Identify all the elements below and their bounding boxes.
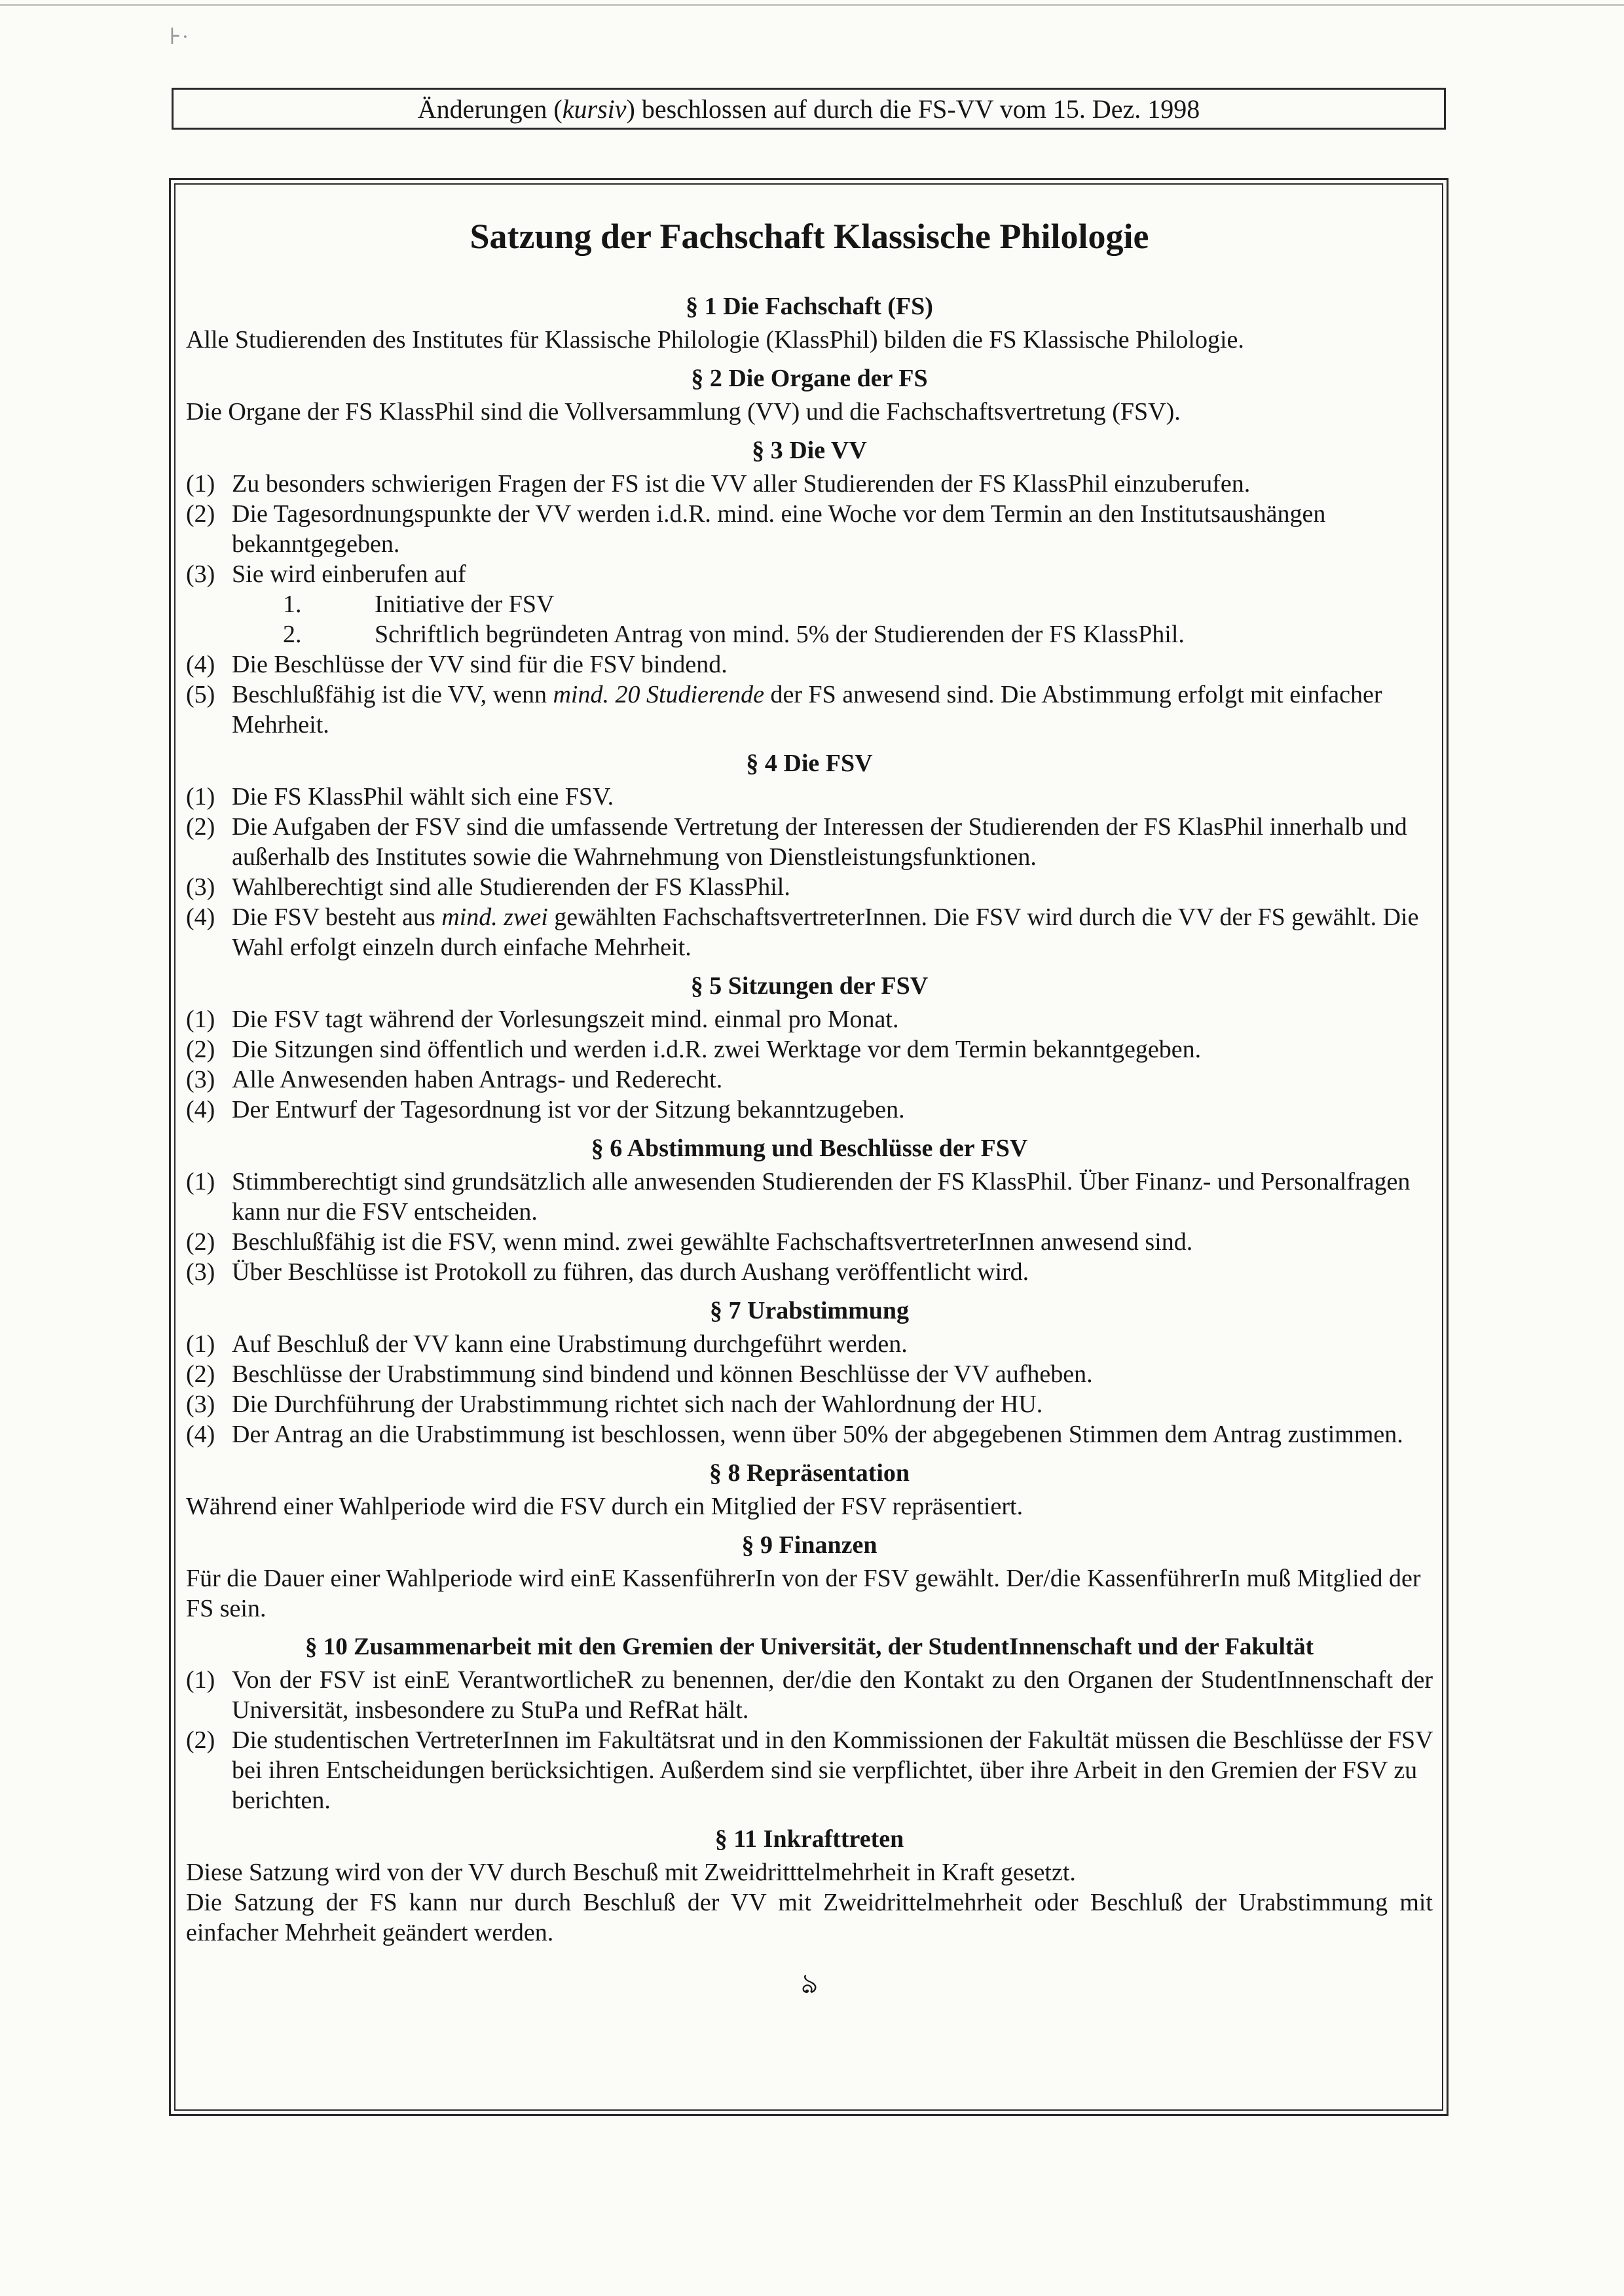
clause-text: Der Antrag an die Urabstimmung ist beschlossen, wenn über 50% der abgegebenen Stimmen dem Antrag zustimmen. bbox=[232, 1421, 1403, 1448]
section-1 bbox=[186, 292, 1433, 355]
clause-list bbox=[186, 1665, 1433, 1815]
scan-top-rule bbox=[0, 4, 1624, 6]
sub-clause-item bbox=[283, 619, 1433, 649]
clause-item bbox=[186, 1725, 1433, 1815]
section-8 bbox=[186, 1459, 1433, 1522]
clause-text: Der Entwurf der Tagesordnung ist vor der Sitzung bekanntzugeben. bbox=[232, 1096, 905, 1123]
clause-text: Stimmberechtigt sind grundsätzlich alle anwesenden Studierenden der FS KlassPhil. Über Finanz- und Personalfragen kann nur die FSV entscheiden. bbox=[232, 1168, 1411, 1226]
clause-text: Sie wird einberufen auf bbox=[232, 560, 466, 588]
clause-text: Zu besonders schwierigen Fragen der FS ist die VV aller Studierenden der FS KlassPhil einzuberufen. bbox=[232, 470, 1251, 498]
clause-text-part: der FS anwesend sind. Die Abstimmung erfolgt mit einfacher Mehrheit. bbox=[232, 681, 1382, 738]
clause-number: (1) bbox=[186, 1330, 215, 1358]
clause-number: (3) bbox=[186, 1391, 215, 1418]
clause-text: Beschlußfähig ist die FSV, wenn mind. zwei gewählte FachschaftsvertreterInnen anwesend sind. bbox=[232, 1228, 1193, 1256]
clause-item bbox=[186, 1257, 1433, 1287]
clause-list bbox=[186, 469, 1433, 589]
clause-item bbox=[186, 1389, 1433, 1419]
section-heading: § 11 Inkrafttreten bbox=[714, 1825, 904, 1853]
clause-number: (2) bbox=[186, 1228, 215, 1256]
clause-text: Die Tagesordnungspunkte der VV werden i.d.R. mind. eine Woche vor dem Termin an den Institutsaushängen bekanntgegeben. bbox=[232, 500, 1326, 558]
clause-item bbox=[186, 559, 1433, 589]
section-text-line: Die Satzung der FS kann nur durch Beschluß der VV mit Zweidrittelmehrheit oder Beschluß der Urabstimmung mit einfacher Mehrheit geändert werden. bbox=[186, 1889, 1433, 1946]
clause-number: (2) bbox=[186, 500, 215, 528]
clause-item bbox=[186, 680, 1433, 740]
document-title: Satzung der Fachschaft Klassische Philologie bbox=[470, 217, 1149, 256]
clause-item bbox=[186, 1359, 1433, 1389]
section-heading: § 1 Die Fachschaft (FS) bbox=[686, 293, 933, 320]
sub-clause-item bbox=[283, 589, 1433, 619]
section-heading: § 8 Repräsentation bbox=[709, 1459, 910, 1487]
section-heading: § 6 Abstimmung und Beschlüsse der FSV bbox=[591, 1135, 1028, 1162]
clause-item bbox=[186, 1004, 1433, 1034]
clause-text: Auf Beschluß der VV kann eine Urabstimung durchgeführt werden. bbox=[232, 1330, 908, 1358]
section-heading: § 4 Die FSV bbox=[746, 750, 873, 777]
clause-number: (1) bbox=[186, 1006, 215, 1033]
clause-item bbox=[186, 782, 1433, 812]
clause-text-part: gewählten FachschaftsvertreterInnen. Die FSV wird durch die VV der FS gewählt. Die Wahl erfolgt einzeln durch einfache Mehrheit. bbox=[232, 903, 1419, 961]
notice-text-after: ) beschlossen auf durch die FS-VV vom 15. Dez. 1998 bbox=[626, 94, 1200, 124]
clause-list bbox=[186, 782, 1433, 962]
clause-number: (2) bbox=[186, 1036, 215, 1063]
clause-item bbox=[186, 649, 1433, 680]
clause-text-part: Beschlußfähig ist die VV, wenn bbox=[232, 681, 553, 708]
clause-number: (2) bbox=[186, 813, 215, 841]
scan-mark: ⊦· bbox=[169, 25, 189, 49]
section-heading: § 3 Die VV bbox=[752, 437, 867, 464]
clause-text: Die Beschlüsse der VV sind für die FSV bindend. bbox=[232, 651, 728, 678]
clause-number: (4) bbox=[186, 1096, 215, 1123]
clause-item bbox=[186, 1419, 1433, 1449]
clause-text bbox=[232, 680, 1433, 740]
amendment-notice bbox=[172, 88, 1446, 130]
section-heading: § 10 Zusammenarbeit mit den Gremien der Universität, der StudentInnenschaft und der Fakultät bbox=[304, 1633, 1314, 1660]
clause-text-part: Die FSV besteht aus bbox=[232, 903, 442, 931]
notice-text-italic: kursiv bbox=[562, 94, 627, 124]
clause-text: Die studentischen VertreterInnen im Fakultätsrat und in den Kommissionen der Fakultät müssen die Beschlüsse der FSV bei ihren Entscheidungen berücksichtigen. Außerdem sind sie verpflichtet, über ihre Arbeit in den Gremien der FSV zu berichten. bbox=[232, 1726, 1433, 1814]
clause-text-italic: mind. zwei bbox=[441, 903, 548, 931]
clause-text: Die FSV tagt während der Vorlesungszeit mind. einmal pro Monat. bbox=[232, 1006, 899, 1033]
section-10 bbox=[186, 1633, 1433, 1815]
sub-clause-list bbox=[186, 589, 1433, 649]
clause-text-italic: mind. 20 Studierende bbox=[553, 681, 765, 708]
clause-item bbox=[186, 902, 1433, 962]
section-4 bbox=[186, 749, 1433, 962]
clause-item bbox=[186, 499, 1433, 559]
end-ornament: ঌ bbox=[801, 1969, 818, 1999]
clause-text: Beschlüsse der Urabstimmung sind bindend und können Beschlüsse der VV aufheben. bbox=[232, 1360, 1093, 1388]
section-heading: § 2 Die Organe der FS bbox=[691, 365, 928, 392]
section-text: Die Organe der FS KlassPhil sind die Vollversammlung (VV) und die Fachschaftsvertretung (FSV). bbox=[186, 398, 1181, 426]
clause-text: Von der FSV ist einE VerantwortlicheR zu benennen, der/die den Kontakt zu den Organen der StudentInnenschaft der Universität, insbesondere zu StuPa und RefRat hält. bbox=[232, 1666, 1433, 1724]
sub-clause-number: 1. bbox=[283, 591, 302, 618]
clause-item bbox=[186, 872, 1433, 902]
sub-clause-text: Schriftlich begründeten Antrag von mind. 5% der Studierenden der FS KlassPhil. bbox=[375, 621, 1185, 648]
clause-item bbox=[186, 1095, 1433, 1125]
section-6 bbox=[186, 1134, 1433, 1287]
clause-number: (1) bbox=[186, 1168, 215, 1195]
clause-text: Die Aufgaben der FSV sind die umfassende Vertretung der Interessen der Studierenden der FS KlasPhil innerhalb und außerhalb des Institutes sowie die Wahrnehmung von Dienstleistungsfunktionen. bbox=[232, 813, 1407, 871]
clause-text: Alle Anwesenden haben Antrags- und Rederecht. bbox=[232, 1066, 723, 1093]
section-2 bbox=[186, 364, 1433, 427]
clause-number: (2) bbox=[186, 1726, 215, 1754]
clause-number: (4) bbox=[186, 903, 215, 931]
clause-number: (3) bbox=[186, 560, 215, 588]
clause-text: Wahlberechtigt sind alle Studierenden der FS KlassPhil. bbox=[232, 873, 790, 901]
clause-item bbox=[186, 1065, 1433, 1095]
clause-list bbox=[186, 1329, 1433, 1449]
section-text: Während einer Wahlperiode wird die FSV durch ein Mitglied der FSV repräsentiert. bbox=[186, 1493, 1024, 1520]
section-text: Alle Studierenden des Institutes für Klassische Philologie (KlassPhil) bilden die FS Klassische Philologie. bbox=[186, 326, 1244, 354]
clause-item bbox=[186, 1227, 1433, 1257]
clause-list bbox=[186, 649, 1433, 740]
clause-number: (2) bbox=[186, 1360, 215, 1388]
sub-clause-number: 2. bbox=[283, 621, 302, 648]
section-7 bbox=[186, 1296, 1433, 1449]
section-5 bbox=[186, 972, 1433, 1125]
notice-text-before: Änderungen ( bbox=[417, 94, 563, 124]
statute-frame bbox=[169, 178, 1449, 2116]
section-heading: § 5 Sitzungen der FSV bbox=[690, 972, 929, 1000]
clause-item bbox=[186, 1665, 1433, 1725]
clause-list bbox=[186, 1167, 1433, 1287]
clause-item bbox=[186, 1329, 1433, 1359]
clause-list bbox=[186, 1004, 1433, 1125]
clause-text: Die Sitzungen sind öffentlich und werden i.d.R. zwei Werktage vor dem Termin bekanntgegeben. bbox=[232, 1036, 1202, 1063]
clause-item bbox=[186, 469, 1433, 499]
section-3 bbox=[186, 436, 1433, 740]
clause-item bbox=[186, 812, 1433, 872]
section-text-line: Diese Satzung wird von der VV durch Beschuß mit Zweidritttelmehrheit in Kraft gesetzt. bbox=[186, 1859, 1076, 1886]
section-heading: § 9 Finanzen bbox=[741, 1531, 877, 1559]
clause-text bbox=[232, 902, 1433, 962]
clause-item bbox=[186, 1167, 1433, 1227]
clause-number: (3) bbox=[186, 1258, 215, 1286]
clause-number: (3) bbox=[186, 873, 215, 901]
statute-content bbox=[174, 183, 1443, 2111]
clause-number: (1) bbox=[186, 783, 215, 811]
section-text: Für die Dauer einer Wahlperiode wird einE KassenführerIn von der FSV gewählt. Der/die KassenführerIn muß Mitglied der FS sein. bbox=[186, 1565, 1421, 1622]
clause-text: Die Durchführung der Urabstimmung richtet sich nach der Wahlordnung der HU. bbox=[232, 1391, 1043, 1418]
clause-number: (4) bbox=[186, 651, 215, 678]
sub-clause-text: Initiative der FSV bbox=[375, 591, 555, 618]
clause-text: Über Beschlüsse ist Protokoll zu führen, das durch Aushang veröffentlicht wird. bbox=[232, 1258, 1029, 1286]
clause-number: (5) bbox=[186, 681, 215, 708]
clause-number: (1) bbox=[186, 470, 215, 498]
clause-number: (1) bbox=[186, 1666, 215, 1694]
section-11 bbox=[186, 1825, 1433, 1948]
clause-text: Die FS KlassPhil wählt sich eine FSV. bbox=[232, 783, 614, 811]
section-heading: § 7 Urabstimmung bbox=[709, 1297, 910, 1324]
clause-item bbox=[186, 1034, 1433, 1065]
clause-number: (3) bbox=[186, 1066, 215, 1093]
clause-number: (4) bbox=[186, 1421, 215, 1448]
section-9 bbox=[186, 1531, 1433, 1624]
